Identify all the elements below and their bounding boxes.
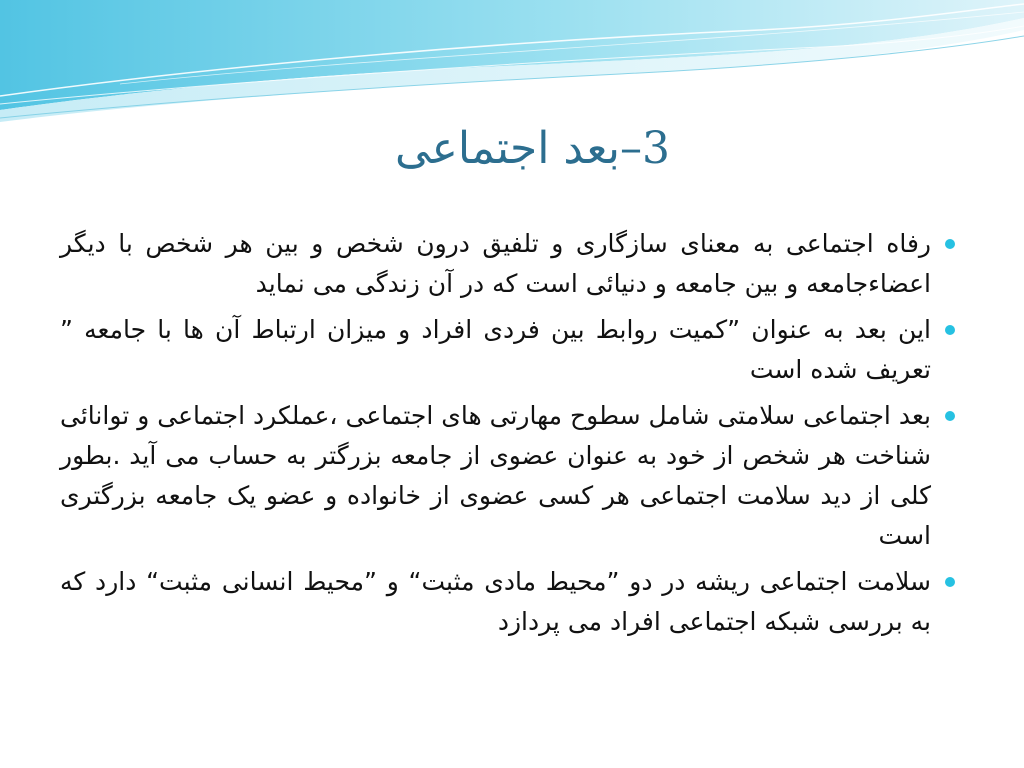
bullet-dot-icon	[945, 411, 955, 421]
bullet-text: بعد اجتماعی سلامتی شامل سطوح مهارتی های اجتماعی ،عملکرد اجتماعی و توانائی شناخت هر شخص از خود به عنوان عضوی از جامعه بزرگتر به حساب می آید .بطور کلی از دید سلامت اجتماعی هر کسی عضوی از خانواده و عضو یک جامعه بزرگتری است	[60, 401, 931, 550]
bullet-text: سلامت اجتماعی ریشه در دو ”محیط مادی مثبت“ و ”محیط انسانی مثبت“ دارد که به بررسی شبکه اجتماعی افراد می پردازد	[60, 567, 931, 636]
bullet-dot-icon	[945, 239, 955, 249]
bullet-list	[60, 224, 955, 642]
content-area	[60, 224, 955, 648]
wave-header-decoration	[0, 0, 1024, 130]
bullet-item	[60, 562, 955, 642]
bullet-item	[60, 224, 955, 304]
bullet-text: رفاه اجتماعی به معنای سازگاری و تلفیق درون شخص و بین هر شخص با دیگر اعضاءجامعه و بین جامعه و دنیائی است که در آن زندگی می نماید	[60, 229, 931, 298]
bullet-item	[60, 396, 955, 556]
bullet-dot-icon	[945, 577, 955, 587]
bullet-item	[60, 310, 955, 390]
bullet-text: این بعد به عنوان ”کمیت روابط بین فردی افراد و میزان ارتباط آن ها با جامعه ” تعریف شده است	[60, 315, 931, 384]
bullet-dot-icon	[945, 325, 955, 335]
slide-title: 3–بعد اجتماعی	[394, 123, 670, 174]
